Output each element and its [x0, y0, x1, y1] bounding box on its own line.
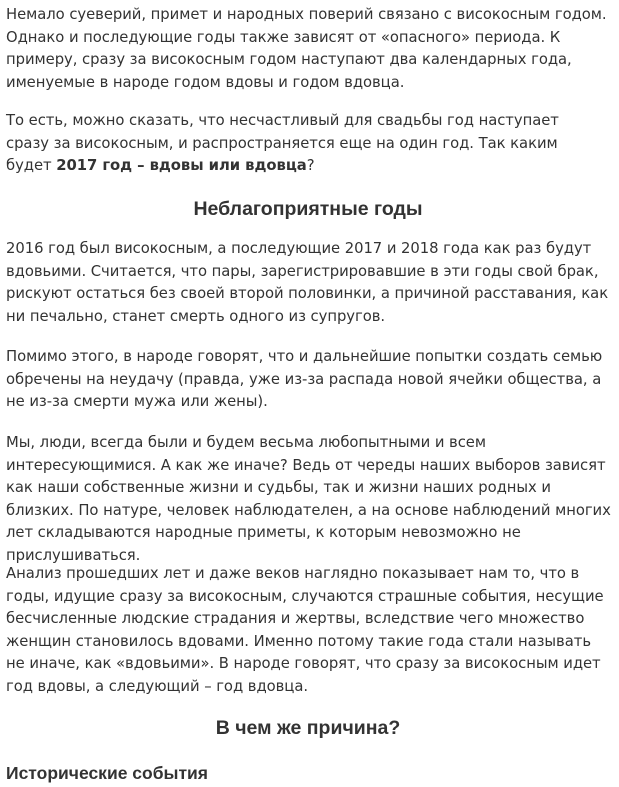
article-paragraph: Анализ прошедших лет и даже веков наглядно показывает нам то, что в годы, идущие сразу за високосным, случаются страшные события, несущие бесчисленные людские страдания и жертвы, вследствие чего множество женщин становилось вдовами. Именно потому такие года стали называть не иначе, как «вдовьими». В народе говорят, что сразу за високосным идет год вдовы, а следующий – год вдовца.: [6, 565, 604, 695]
paragraph-tail: ?: [306, 157, 315, 175]
subsection-heading-wrap: [6, 760, 610, 786]
article-paragraph: Мы, люди, всегда были и будем весьма любопытными и всем интересующимися. А как же иначе? Ведь от череды наших выборов зависят как наши собственные жизни и судьбы, так и жизни наших родных и близких. По натуре, человек наблюдателен, а на основе наблюдений многих лет складываются народные приметы, к которым невозможно не прислушиваться.: [6, 434, 611, 564]
article-paragraph: 2016 год был високосным, а последующие 2017 и 2018 года как раз будут вдовьими. Считается, что пары, зарегистрировавшие в эти годы свой брак, рискуют остаться без своей второй половинки, а причиной расставания, как ни печально, станет смерть одного из супругов.: [6, 240, 609, 325]
article-paragraph: [6, 110, 606, 178]
section-heading: Неблагоприятные годы: [193, 198, 423, 220]
section-heading-wrap: [6, 714, 610, 742]
subsection-heading: Исторические события: [6, 763, 209, 783]
bold-phrase: 2017 год – вдовы или вдовца: [56, 157, 307, 175]
article-paragraph: Немало суеверий, примет и народных поверий связано с високосным годом. Однако и последующие годы также зависят от «опасного» периода. К примеру, сразу за високосным годом наступают два календарных года, именуемые в народе годом вдовы и годом вдовца.: [6, 6, 607, 91]
section-heading-wrap: [6, 195, 610, 223]
section-heading: В чем же причина?: [215, 717, 401, 739]
paragraph-text: То есть, можно сказать, что несчастливый для свадьбы год наступает сразу за високосным, и распространяется еще на один год. Так каким будет: [6, 112, 559, 175]
article-paragraph: Помимо этого, в народе говорят, что и дальнейшие попытки создать семью обречены на неудачу (правда, уже из-за распада новой ячейки общества, а не из-за смерти мужа или жены).: [6, 348, 603, 411]
